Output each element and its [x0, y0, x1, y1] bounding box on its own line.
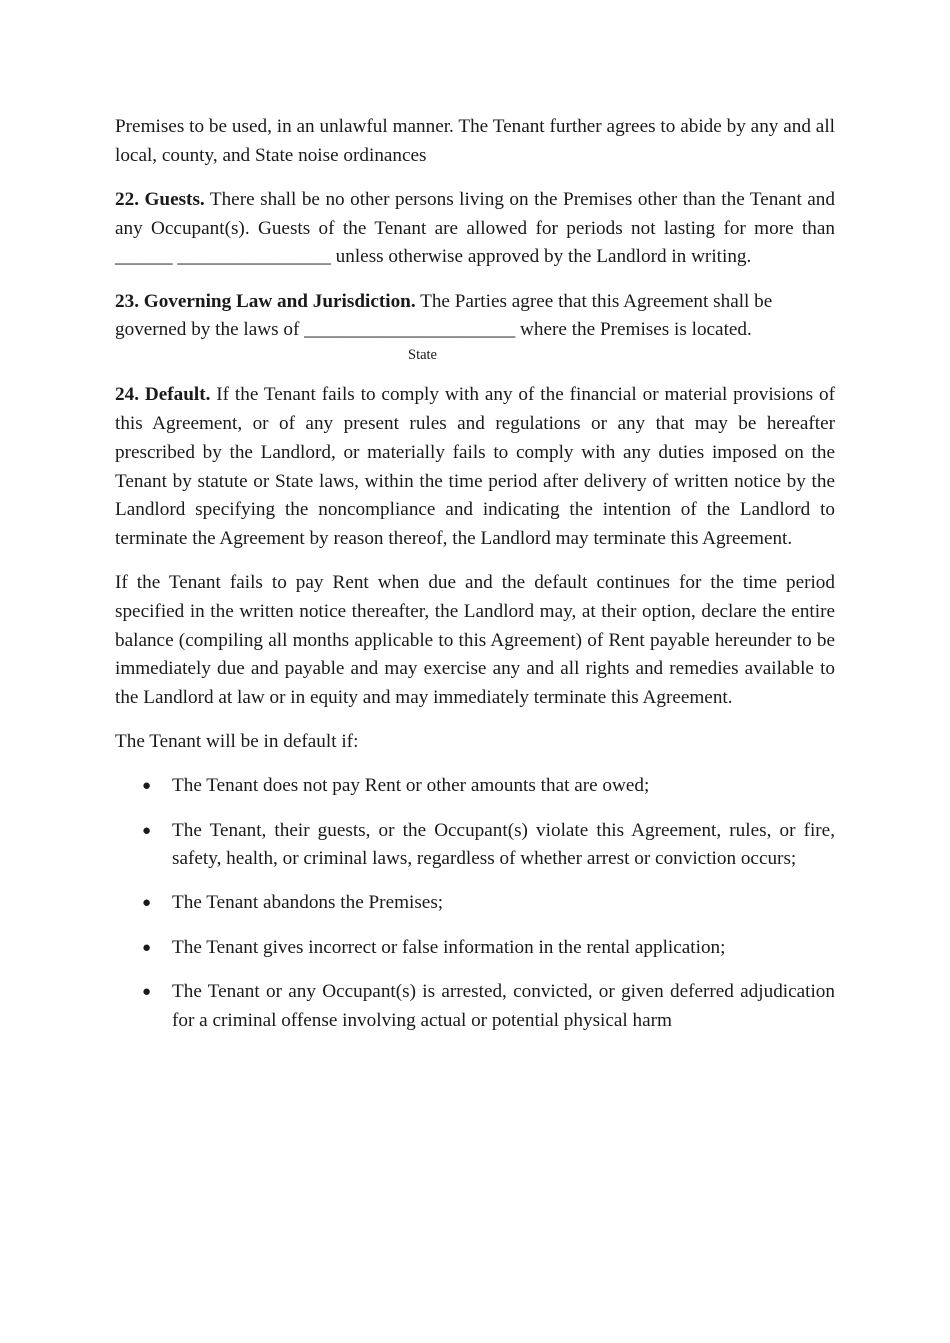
section-22-text-a: There shall be no other persons living on the Premises other than the Tenant and any Occupant(s). Guests of the Tenant are allowed for periods not lasting for more than	[115, 188, 835, 239]
bullet-icon: ●	[142, 778, 152, 795]
list-item-text: The Tenant, their guests, or the Occupant(s) violate this Agreement, rules, or fire, safety, health, or criminal laws, regardless of whether arrest or conviction occurs;	[172, 819, 835, 870]
state-blank[interactable]: ______________________	[304, 319, 516, 341]
section-22-heading: 22. Guests.	[115, 188, 205, 210]
section-24-paragraph-2: If the Tenant fails to pay Rent when due and the default continues for the time period specified in the written notice thereafter, the Landlord may, at their option, declare the entire balance (compiling all months applicable to this Agreement) of Rent payable hereunder to be immediately due and payable and may exercise any and all rights and remedies available to the Landlord at law or in equity and may immediately terminate this Agreement.	[115, 572, 835, 708]
list-item-text: The Tenant or any Occupant(s) is arrested, convicted, or given deferred adjudication for a criminal offense involving actual or potential physical harm	[172, 980, 835, 1031]
section-23-heading: 23. Governing Law and Jurisdiction.	[115, 290, 416, 312]
list-item	[115, 817, 835, 874]
bullet-icon: ●	[142, 983, 152, 1000]
guest-unit-blank[interactable]: ________________	[177, 246, 331, 268]
section-24-heading: 24. Default.	[115, 384, 211, 406]
section-23-text-b: where the Premises is located.	[515, 319, 752, 341]
list-item-text: The Tenant abandons the Premises;	[172, 892, 444, 914]
bullet-icon: ●	[142, 822, 152, 839]
section-22-text-b: unless otherwise approved by the Landlord in writing.	[330, 246, 752, 268]
list-item-text: The Tenant gives incorrect or false information in the rental application;	[172, 936, 726, 958]
section-22-paragraph	[115, 186, 835, 272]
guest-duration-blank[interactable]: ______	[115, 246, 173, 268]
default-conditions-list	[115, 772, 835, 1035]
section-24-paragraph	[115, 381, 835, 553]
section-24-paragraph-3: The Tenant will be in default if:	[115, 731, 359, 753]
document-page	[115, 113, 835, 1051]
section-23-paragraph	[115, 288, 835, 345]
list-item-text: The Tenant does not pay Rent or other amounts that are owed;	[172, 775, 650, 797]
list-item	[115, 978, 835, 1035]
intro-text: Premises to be used, in an unlawful manner. The Tenant further agrees to abide by any and all local, county, and State noise ordinances	[115, 116, 835, 166]
bullet-icon: ●	[142, 939, 152, 956]
list-item	[115, 772, 835, 801]
state-caption: State	[408, 347, 437, 364]
section-24-text: If the Tenant fails to comply with any of the financial or material provisions of this Agreement, or of any present rules and regulations or any that may be hereafter prescribed by the Landlord, or materially fails to comply with any duties imposed on the Tenant by statute or State laws, within the time period after delivery of written notice by the Landlord specifying the noncompliance and indicating the intention of the Landlord to terminate the Agreement by reason thereof, the Landlord may terminate this Agreement.	[115, 384, 835, 549]
section-23-text-a: The Parties agree that this Agreement shall be governed by the laws of	[115, 290, 773, 341]
intro-paragraph	[115, 113, 835, 170]
list-item	[115, 934, 835, 963]
list-item	[115, 889, 835, 918]
bullet-icon: ●	[142, 895, 152, 912]
